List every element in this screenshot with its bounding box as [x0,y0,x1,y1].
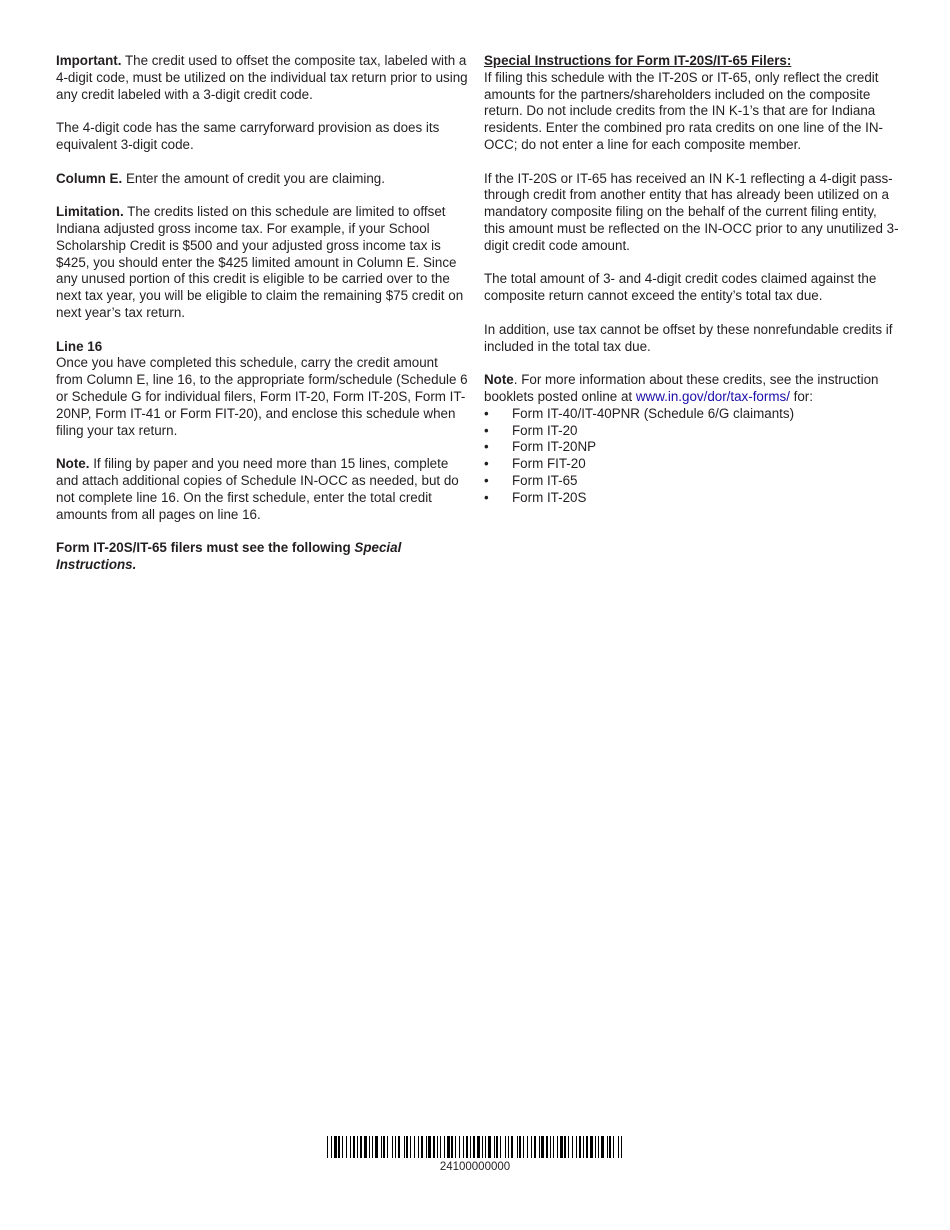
barcode-bar [383,1136,385,1158]
barcode-bar [557,1136,558,1158]
barcode-bar [455,1136,456,1158]
right-note-lead: Note [484,372,514,388]
barcode-bar [372,1136,373,1158]
barcode-bar [583,1136,584,1158]
important-lead: Important. [56,53,122,68]
barcode-bar [517,1136,518,1158]
barcode-bar [539,1136,540,1158]
line16-text: Once you have completed this schedule, carry the credit amount from Column E, line 16, to the appropriate form/schedule (Schedule 6 or Schedule G for individual filers, Form IT-20, Form IT-20S, Form IT-20NP, Form IT-41 or Form FIT-20), and enclose this schedule when filing your tax return. [56,355,468,438]
right-note-text-before: . For more information about these credits, see the instruction booklets posted online at [484,372,879,404]
limitation-text: The credits listed on this schedule are limited to offset Indiana adjusted gross income tax. For example, if your School Scholarship Credit is $500 and your adjusted gross income tax is $425, you should enter the $425 limited amount in Column E. Since any unused portion of this credit is eligible to be carried over to the next tax year, you will be eligible to claim the remaining $75 credit on next year’s tax return. [56,204,464,320]
barcode-bar [550,1136,551,1158]
barcode-bar [579,1136,581,1158]
list-item-text: Form IT-20 [512,422,578,438]
barcode-bar [406,1136,408,1158]
list-item-text: Form IT-40/IT-40PNR (Schedule 6/G claimants) [512,405,795,421]
list-item [484,406,900,423]
barcode-bar [387,1136,388,1158]
barcode-bar [428,1136,431,1158]
line16-heading: Line 16 [56,338,103,354]
important-text: The credit used to offset the composite tax, labeled with a 4-digit code, must be utilized on the individual tax return prior to using any credit labeled with a 3-digit credit code. [56,53,468,102]
barcode-bar [496,1136,498,1158]
filers-paragraph [56,540,468,574]
barcode-bar [426,1136,427,1158]
barcode-bar [369,1136,370,1158]
barcode-bar [546,1136,548,1158]
barcode-bar [586,1136,588,1158]
tax-forms-link[interactable]: www.in.gov/dor/tax-forms/ [635,388,790,404]
bullet-icon: • [484,456,489,472]
barcode-bar [508,1136,509,1158]
barcode-bar [531,1136,532,1158]
bullet-icon: • [484,439,489,455]
use-tax-paragraph: In addition, use tax cannot be offset by these nonrefundable credits if included in the total tax due. [484,321,893,354]
barcode-bar [395,1136,396,1158]
barcode-bar [334,1136,337,1158]
barcode-bar [494,1136,495,1158]
list-item-text: Form IT-65 [512,472,578,488]
limitation-lead: Limitation. [56,204,124,220]
barcode-bar [364,1136,367,1158]
list-item [484,439,900,456]
left-column [56,53,468,591]
barcode-bar [381,1136,382,1158]
barcode-bar [505,1136,506,1158]
list-item-text: Form IT-20NP [512,439,597,455]
barcode-bar [477,1136,480,1158]
barcode-bar [338,1136,340,1158]
barcode-bar [473,1136,475,1158]
pass-through-paragraph: If the IT-20S or IT-65 has received an IN K-1 reflecting a 4-digit pass-through credit from another entity that has already been utilized on a mandatory composite filing on the behalf of the current filing entity, this amount must be reflected on the IN-OCC prior to any unutilized 3-digit credit code amount. [484,170,899,253]
special-instructions-paragraph [484,53,900,154]
barcode-bar [598,1136,599,1158]
barcode-bar [527,1136,528,1158]
filers-bold: Form IT-20S/IT-65 filers must see the following [56,540,355,556]
barcode-bar [414,1136,415,1158]
barcode-bar [350,1136,351,1158]
barcode [327,1136,623,1174]
barcode-bar [609,1136,611,1158]
right-note-text-after: for: [789,388,813,404]
carryforward-paragraph: The 4-digit code has the same carryforward provision as does its equivalent 3-digit code. [56,120,440,152]
important-paragraph [56,53,468,103]
barcode-bar [613,1136,614,1158]
barcode-bar [392,1136,393,1158]
barcode-bar [488,1136,491,1158]
barcode-bar [500,1136,501,1158]
barcode-bar [541,1136,544,1158]
filers-italic: Special Instructions. [56,540,402,572]
barcode-bar [433,1136,435,1158]
bullet-icon: • [484,472,489,488]
barcode-bar [576,1136,577,1158]
barcode-bar [444,1136,445,1158]
barcode-number: 24100000000 [439,1161,511,1173]
right-note-paragraph [484,372,900,406]
barcode-bar [331,1136,332,1158]
bullet-icon: • [484,405,489,421]
barcode-bar [342,1136,343,1158]
barcode-bar [482,1136,483,1158]
barcode-bar [447,1136,450,1158]
list-item [484,490,900,507]
bullet-icon: • [484,489,489,505]
barcode-bar [553,1136,554,1158]
right-column [484,53,900,507]
barcode-bar [459,1136,460,1158]
list-item [484,423,900,440]
note-text: If filing by paper and you need more than 15 lines, complete and attach additional copies of Schedule IN-OCC as needed, but do not complete line 16. On the first schedule, enter the total credit amounts from all pages on line 16. [56,456,459,522]
barcode-icon [327,1136,623,1158]
barcode-bar [440,1136,441,1158]
barcode-bar [421,1136,423,1158]
barcode-bar [607,1136,608,1158]
note-paragraph [56,456,468,523]
barcode-bar [398,1136,400,1158]
barcode-bar [463,1136,464,1158]
column-e-text: Enter the amount of credit you are claiming. [122,170,385,186]
barcode-bar [353,1136,355,1158]
barcode-bar [560,1136,563,1158]
barcode-bar [590,1136,593,1158]
barcode-bar [564,1136,566,1158]
barcode-bar [534,1136,536,1158]
barcode-bar [375,1136,378,1158]
barcode-bar [618,1136,619,1158]
barcode-bar [601,1136,604,1158]
barcode-bar [568,1136,569,1158]
barcode-bar [418,1136,419,1158]
barcode-bar [410,1136,411,1158]
barcode-bar [511,1136,513,1158]
special-instructions-text: If filing this schedule with the IT-20S or IT-65, only reflect the credit amounts for the partners/shareholders included on the composite return. Do not include credits from the IN K-1’s that are for Indiana residents. Enter the combined pro rata credits on one line of the IN-OCC; do not enter a line for each composite member. [484,69,883,152]
barcode-bar [523,1136,524,1158]
column-e-paragraph [56,171,468,188]
list-item-text: Form IT-20S [512,489,587,505]
barcode-bar [327,1136,328,1158]
barcode-bar [357,1136,358,1158]
barcode-bar [485,1136,486,1158]
bullet-icon: • [484,422,489,438]
barcode-bar [519,1136,521,1158]
barcode-bar [572,1136,573,1158]
list-item-text: Form FIT-20 [512,456,586,472]
barcode-bar [360,1136,362,1158]
list-item [484,473,900,490]
list-item [484,456,900,473]
barcode-bar [437,1136,438,1158]
barcode-bar [466,1136,468,1158]
barcode-bar [595,1136,596,1158]
barcode-bar [404,1136,405,1158]
barcode-bar [621,1136,622,1158]
forms-list [484,406,900,507]
line16-paragraph [56,339,468,440]
note-lead: Note. [56,456,90,472]
barcode-bar [470,1136,471,1158]
special-instructions-heading: Special Instructions for Form IT-20S/IT-65 Filers: [484,53,792,68]
total-amount-paragraph: The total amount of 3- and 4-digit credit codes claimed against the composite return cannot exceed the entity’s total tax due. [484,271,877,304]
barcode-bar [346,1136,347,1158]
limitation-paragraph [56,204,468,322]
barcode-bar [451,1136,453,1158]
column-e-lead: Column E. [56,170,123,186]
